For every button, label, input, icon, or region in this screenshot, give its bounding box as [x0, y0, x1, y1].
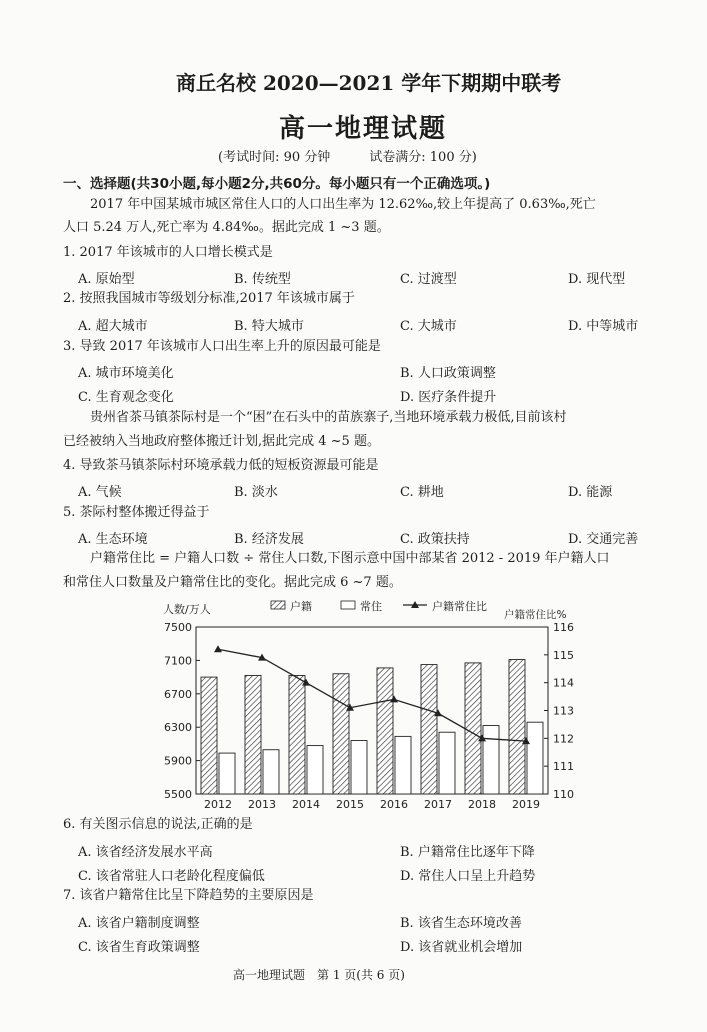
q3-option-a[interactable]: A. 城市环境美化	[78, 366, 174, 381]
bar-changzhu-2014	[307, 746, 323, 794]
passage1-line1: 2017 年中国某城市城区常住人口的人口出生率为 12.62‰,较上年提高了 0.63‰,死亡	[90, 197, 596, 212]
passage3-line2: 和常住人口数量及户籍常住比的变化。据此完成 6 ~7 题。	[63, 575, 402, 590]
q6-option-d[interactable]: D. 常住人口呈上升趋势	[400, 869, 536, 884]
passage1-line2: 人口 5.24 万人,死亡率为 4.84‰。据此完成 1 ~3 题。	[63, 220, 390, 235]
y-right-tick-label: 113	[553, 704, 574, 718]
bar-huji-2013	[245, 675, 261, 794]
q5-option-d[interactable]: D. 交通完善	[568, 532, 639, 547]
x-tick-label: 2015	[336, 798, 364, 811]
section-title: 一、选择题(共30小题,每小题2分,共60分。每小题只有一个正确选项。)	[63, 176, 491, 192]
y-left-tick-label: 7100	[164, 654, 192, 668]
exam-title: 商丘名校 2020—2021 学年下期期中联考	[176, 71, 562, 95]
q2-option-a[interactable]: A. 超大城市	[78, 319, 148, 334]
q1-option-c[interactable]: C. 过渡型	[400, 272, 457, 287]
q4-option-c[interactable]: C. 耕地	[400, 485, 444, 500]
q7-option-d[interactable]: D. 该省就业机会增加	[400, 940, 523, 955]
y-left-tick-label: 6300	[164, 721, 192, 735]
q6-option-b[interactable]: B. 户籍常住比逐年下降	[400, 845, 535, 860]
bar-changzhu-2018	[483, 726, 499, 794]
y-left-tick-label: 6700	[164, 687, 192, 701]
q3-option-c[interactable]: C. 生育观念变化	[78, 390, 174, 405]
page-footer: 高一地理试题 第 1 页(共 6 页)	[233, 968, 405, 982]
x-tick-label: 2013	[248, 798, 276, 811]
q4-option-d[interactable]: D. 能源	[568, 485, 613, 500]
x-tick-label: 2012	[204, 798, 232, 811]
q3-option-d[interactable]: D. 医疗条件提升	[400, 390, 497, 405]
q6-option-c[interactable]: C. 该省常驻人口老龄化程度偏低	[78, 869, 265, 884]
exam-info: (考试时间: 90 分钟 试卷满分: 100 分)	[218, 150, 477, 165]
bar-huji-2016	[377, 668, 393, 794]
q6-stem: 6. 有关图示信息的说法,正确的是	[63, 817, 253, 832]
x-tick-label: 2016	[380, 798, 408, 811]
bar-changzhu-2013	[263, 750, 279, 794]
y-right-tick-label: 115	[553, 648, 574, 662]
q2-option-b[interactable]: B. 特大城市	[234, 319, 304, 334]
y-right-tick-label: 110	[553, 788, 574, 801]
legend-changzhu-label: 常住	[360, 600, 382, 613]
y-right-tick-label: 116	[553, 621, 574, 634]
legend-huji-swatch	[271, 601, 285, 609]
y-right-tick-label: 114	[553, 676, 574, 690]
y-right-tick-label: 111	[553, 760, 574, 774]
y-right-tick-label: 112	[553, 732, 574, 746]
q1-option-b[interactable]: B. 传统型	[234, 272, 291, 287]
q4-option-a[interactable]: A. 气候	[78, 485, 122, 500]
x-tick-label: 2018	[468, 798, 496, 811]
passage3-line1: 户籍常住比 = 户籍人口数 ÷ 常住人口数,下图示意中国中部某省 2012 - 2019 年户籍人口	[90, 551, 610, 566]
y-left-tick-label: 7500	[164, 621, 192, 634]
x-tick-label: 2019	[512, 798, 540, 811]
q1-option-d[interactable]: D. 现代型	[568, 272, 626, 287]
q2-option-c[interactable]: C. 大城市	[400, 319, 457, 334]
q6-option-a[interactable]: A. 该省经济发展水平高	[78, 845, 213, 860]
legend-ratio-label: 户籍常住比	[432, 600, 487, 613]
q4-stem: 4. 导致茶马镇茶际村环境承载力低的短板资源最可能是	[63, 458, 379, 473]
q7-option-a[interactable]: A. 该省户籍制度调整	[78, 916, 200, 931]
y-left-tick-label: 5500	[164, 788, 192, 801]
q7-option-c[interactable]: C. 该省生育政策调整	[78, 940, 200, 955]
q5-stem: 5. 茶际村整体搬迁得益于	[63, 505, 210, 520]
bar-huji-2014	[289, 675, 305, 794]
y-left-axis-label: 人数/万人	[163, 603, 211, 616]
x-tick-label: 2017	[424, 798, 452, 811]
legend-huji-label: 户籍	[290, 600, 312, 613]
bar-changzhu-2015	[351, 741, 367, 794]
q4-option-b[interactable]: B. 淡水	[234, 485, 278, 500]
ratio-point-2012	[214, 645, 222, 652]
bar-changzhu-2019	[527, 722, 543, 794]
bar-changzhu-2012	[219, 753, 235, 794]
bar-huji-2017	[421, 665, 437, 794]
y-right-axis-label: 户籍常住比%	[504, 609, 567, 621]
passage2-line1: 贵州省茶马镇茶际村是一个“困”在石头中的苗族寨子,当地环境承载力极低,目前该村	[90, 410, 567, 425]
subject-title: 高一地理试题	[279, 114, 448, 144]
q7-stem: 7. 该省户籍常住比呈下降趋势的主要原因是	[63, 888, 314, 903]
bar-huji-2015	[333, 674, 349, 794]
q2-option-d[interactable]: D. 中等城市	[568, 319, 639, 334]
q3-option-b[interactable]: B. 人口政策调整	[400, 366, 496, 381]
q5-option-a[interactable]: A. 生态环境	[78, 532, 148, 547]
q3-stem: 3. 导致 2017 年该城市人口出生率上升的原因最可能是	[63, 339, 381, 354]
q5-option-b[interactable]: B. 经济发展	[234, 532, 304, 547]
bar-changzhu-2017	[439, 732, 455, 794]
x-tick-label: 2014	[292, 798, 320, 811]
bar-changzhu-2016	[395, 736, 411, 794]
passage2-line2: 已经被纳入当地政府整体搬迁计划,据此完成 4 ~5 题。	[63, 434, 380, 449]
q1-option-a[interactable]: A. 原始型	[78, 272, 135, 287]
y-left-tick-label: 5900	[164, 754, 192, 768]
q5-option-c[interactable]: C. 政策扶持	[400, 532, 470, 547]
q1-stem: 1. 2017 年该城市的人口增长模式是	[63, 245, 273, 260]
legend-changzhu-swatch	[341, 601, 355, 609]
q7-option-b[interactable]: B. 该省生态环境改善	[400, 916, 522, 931]
q2-stem: 2. 按照我国城市等级划分标准,2017 年该城市属于	[63, 291, 355, 306]
bar-huji-2018	[465, 663, 481, 794]
bar-huji-2012	[201, 677, 217, 794]
bar-huji-2019	[509, 660, 525, 794]
